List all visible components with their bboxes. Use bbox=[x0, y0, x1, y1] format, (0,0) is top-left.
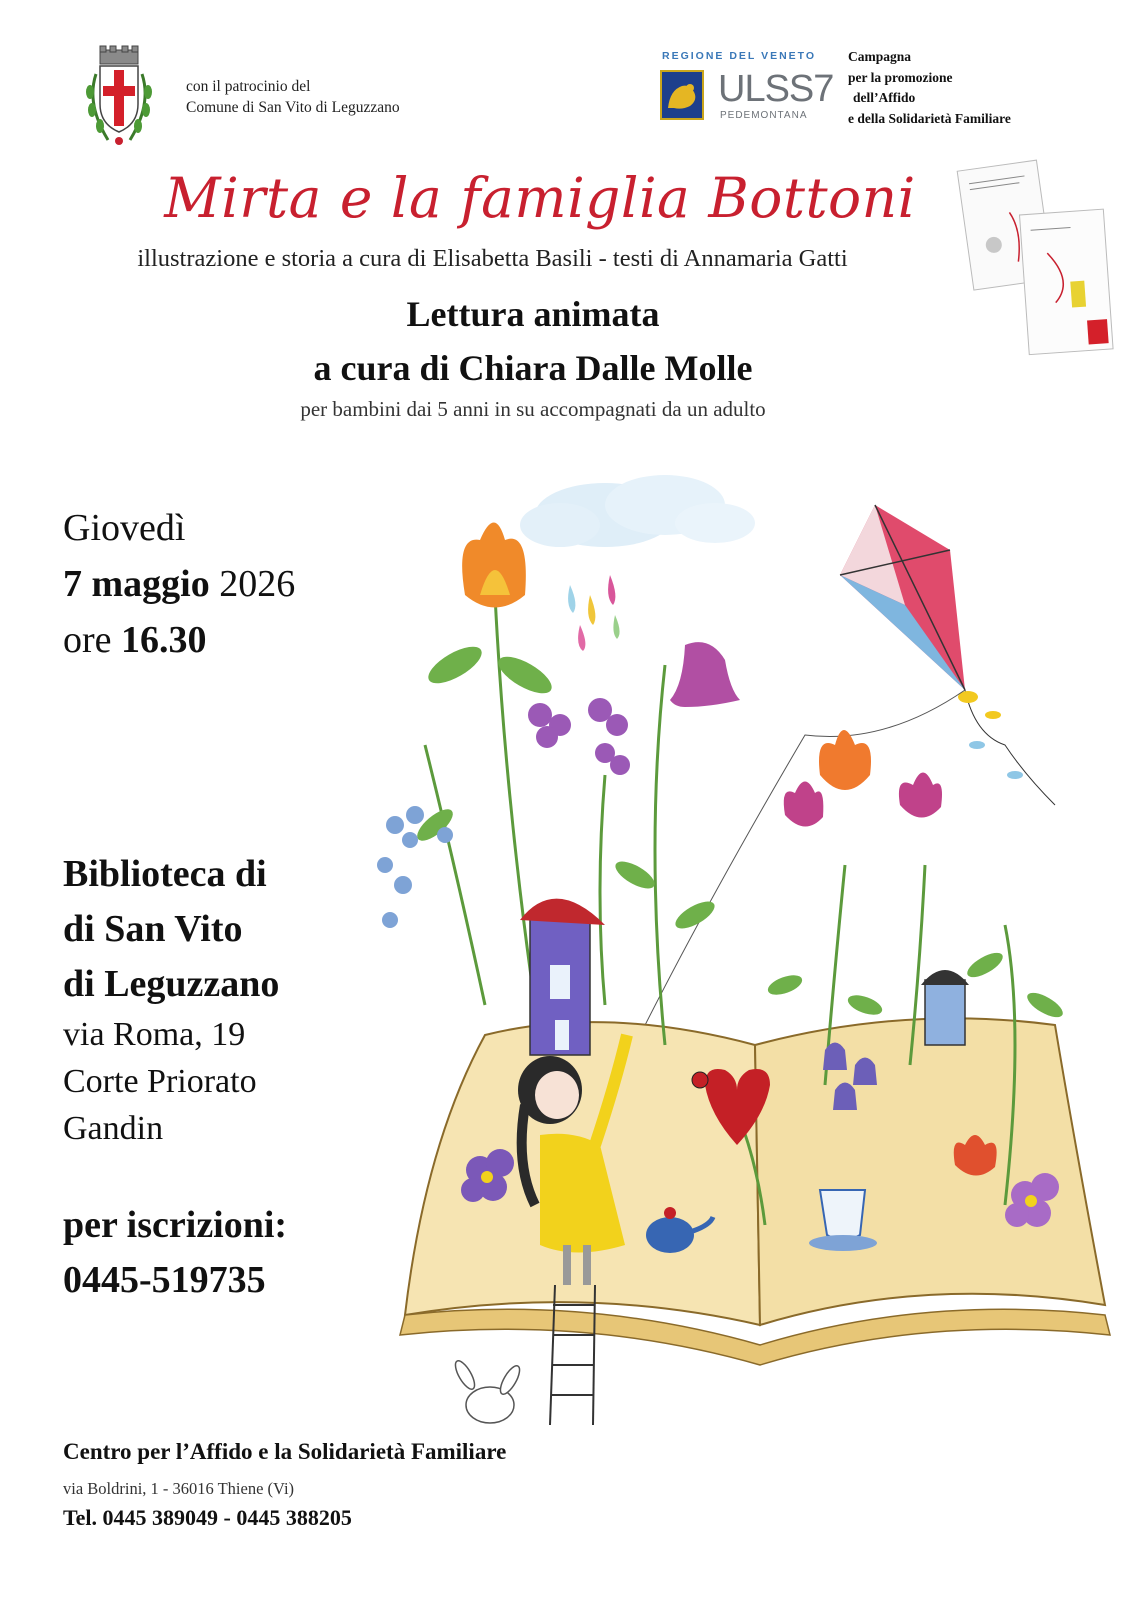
venue-name bbox=[63, 847, 279, 1012]
event-heading-2: a cura di Chiara Dalle Molle bbox=[313, 348, 753, 388]
ulss-logo bbox=[660, 66, 834, 126]
signup-phone: 0445-519735 bbox=[63, 1259, 266, 1301]
pink-tulip-icon bbox=[784, 782, 824, 827]
event-heading-1: Lettura animata bbox=[406, 294, 660, 334]
violet-flower-icon bbox=[528, 698, 630, 775]
purple-bellflower-icon bbox=[670, 642, 740, 707]
venue-place-2: Gandin bbox=[63, 1110, 164, 1147]
ladybug-icon bbox=[692, 1072, 708, 1088]
patronage-line-1: con il patrocinio del bbox=[186, 78, 311, 95]
centre-phone: Tel. 0445 389049 - 0445 388205 bbox=[63, 1505, 352, 1530]
event-date bbox=[63, 562, 295, 608]
campaign-line-4: e della Solidarietà Familiare bbox=[848, 110, 1011, 126]
venue-address bbox=[63, 1011, 257, 1152]
event-day-month: 7 maggio bbox=[63, 563, 210, 605]
book-title: Mirta e la famiglia Bottoni bbox=[164, 166, 916, 230]
centre-address: via Boldrini, 1 - 36016 Thiene (Vi) bbox=[63, 1479, 295, 1498]
event-weekday: Giovedì bbox=[63, 507, 186, 549]
small-house-icon bbox=[921, 970, 969, 1045]
time-value: 16.30 bbox=[121, 619, 207, 661]
book-covers-image bbox=[955, 152, 1115, 372]
signup-label: per iscrizioni: bbox=[63, 1204, 288, 1246]
municipal-crest-icon bbox=[78, 44, 160, 152]
ladder-icon bbox=[550, 1285, 595, 1425]
centre-name: Centro per l’Affido e la Solidarietà Familiare bbox=[63, 1439, 507, 1464]
patronage-text bbox=[186, 76, 400, 118]
book-credits: illustrazione e storia a cura di Elisabetta Basili - testi di Annamaria Gatti bbox=[137, 245, 848, 272]
orange-tulip-icon bbox=[462, 523, 526, 608]
venue-line-1: Biblioteca di bbox=[63, 853, 267, 895]
cloud-icon bbox=[520, 475, 755, 547]
patronage-line-2: Comune di San Vito di Leguzzano bbox=[186, 99, 400, 116]
event-time bbox=[63, 618, 207, 664]
open-book-flowers-illustration bbox=[365, 445, 1125, 1445]
campaign-line-3: dell’Affido bbox=[853, 90, 916, 105]
campaign-line-2: per la promozione bbox=[848, 69, 953, 85]
venue-street: via Roma, 19 bbox=[63, 1016, 246, 1053]
orange-tulip-right-icon bbox=[819, 730, 871, 790]
event-year: 2026 bbox=[209, 563, 296, 605]
region-label: REGIONE DEL VENETO bbox=[662, 50, 817, 62]
venue-place: Corte Priorato bbox=[63, 1063, 257, 1100]
pink-tulip-2-icon bbox=[899, 773, 942, 818]
lion-emblem-icon bbox=[660, 70, 704, 120]
time-prefix: ore bbox=[63, 619, 122, 661]
campaign-line-1: Campagna bbox=[848, 49, 912, 64]
bunny-icon bbox=[452, 1358, 523, 1423]
audience-note: per bambini dai 5 anni in su accompagnati da un adulto bbox=[300, 397, 766, 421]
campaign-text bbox=[848, 47, 1011, 129]
ulss-name: ULSS7 bbox=[718, 68, 834, 110]
signup-block bbox=[63, 1198, 287, 1308]
venue-line-2: di San Vito bbox=[63, 908, 243, 950]
ulss-subtitle: PEDEMONTANA bbox=[720, 110, 808, 121]
venue-line-3: di Leguzzano bbox=[63, 963, 280, 1005]
